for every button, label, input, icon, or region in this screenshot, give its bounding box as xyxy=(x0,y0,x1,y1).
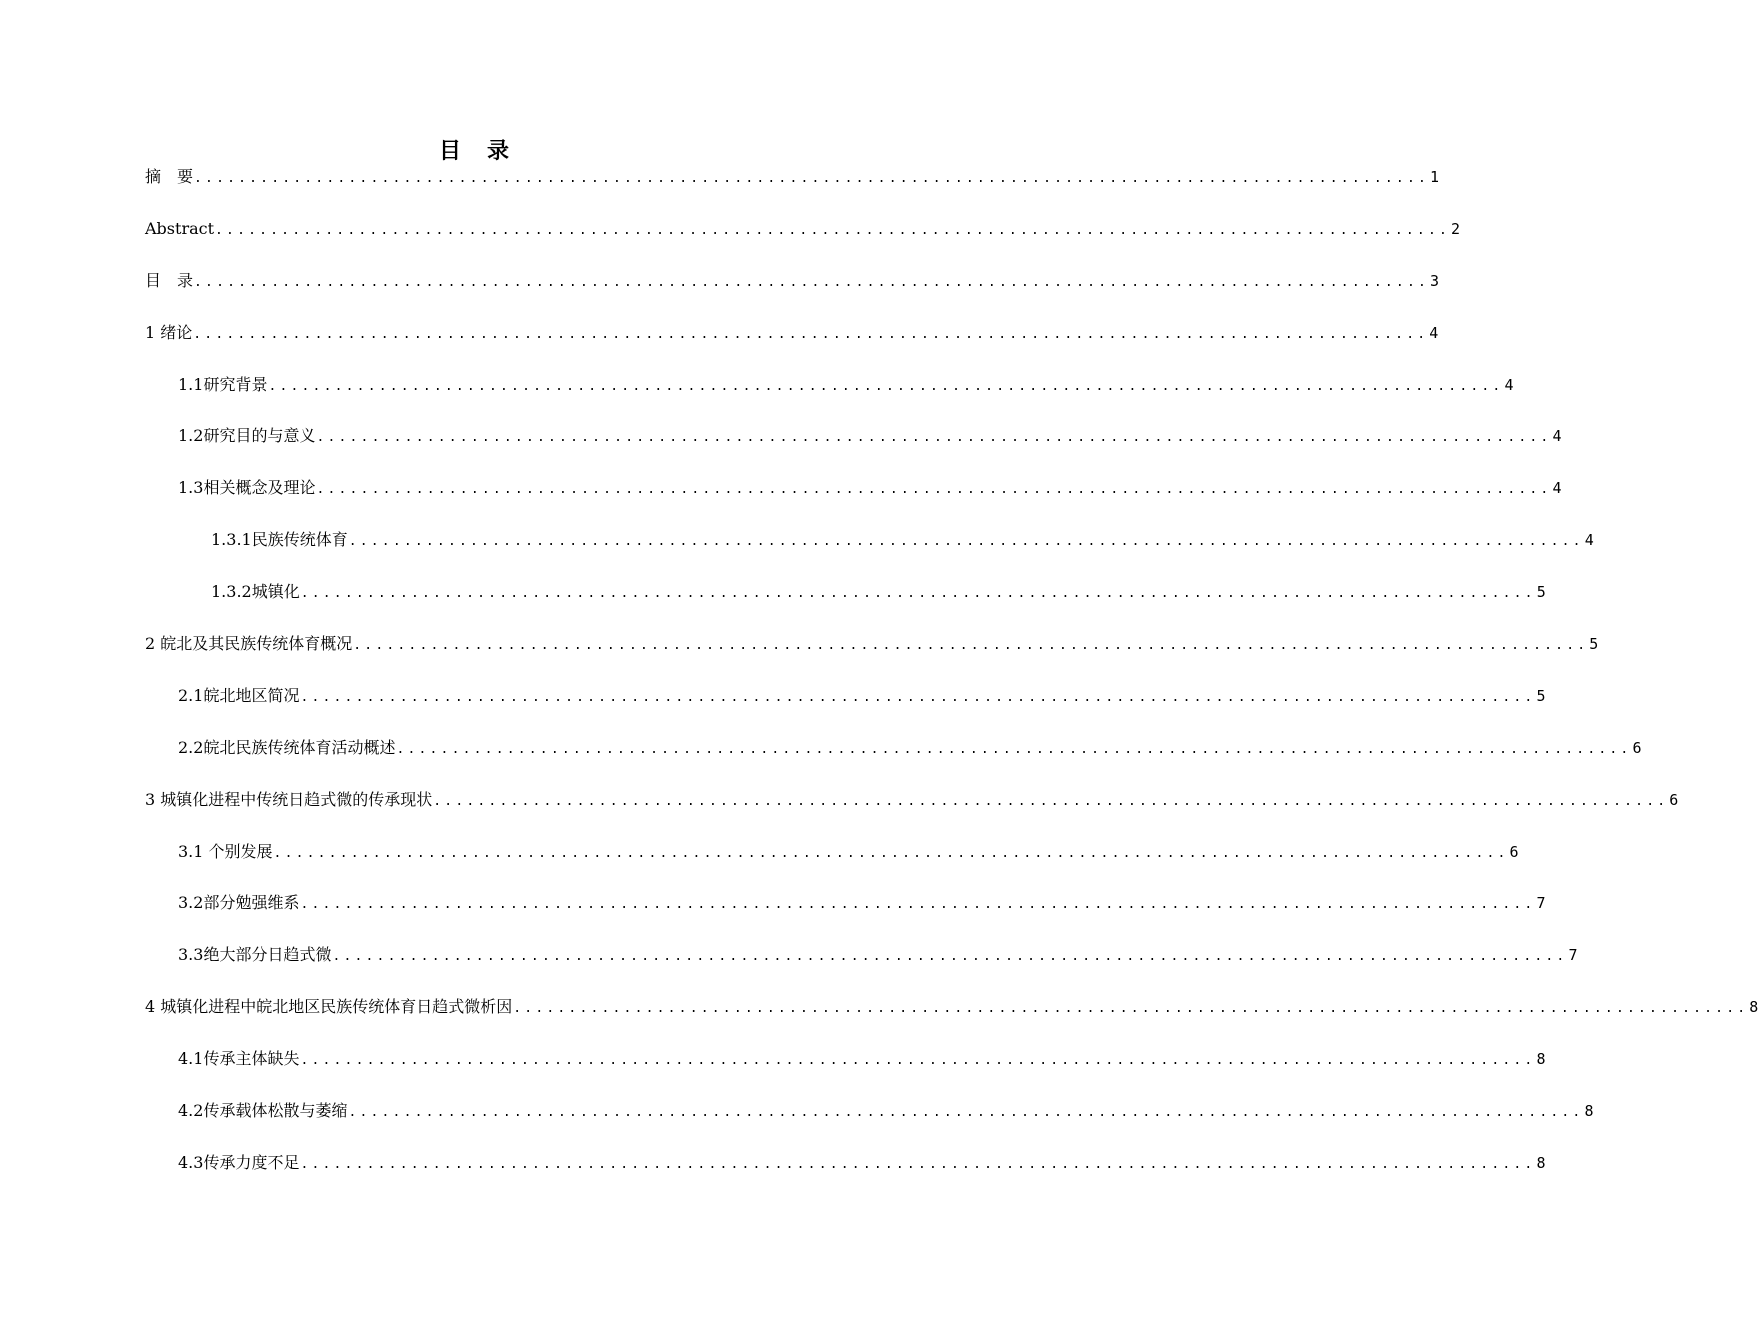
toc-entry-text: 4.2传承载体松散与萎缩 xyxy=(178,1101,348,1121)
toc-entry-text: 1 绪论 xyxy=(145,322,193,342)
toc-dot-leader: ................................................................................................................ xyxy=(348,534,1584,550)
toc-page-number: 8 xyxy=(1749,998,1758,1017)
toc-page-number: 6 xyxy=(1509,842,1519,861)
toc-entry-section-1-3-1[interactable] xyxy=(145,527,1594,579)
toc-entry-contents[interactable] xyxy=(145,268,1440,320)
toc-page-number: 8 xyxy=(1536,1050,1546,1069)
toc-page-number: 3 xyxy=(1430,271,1440,290)
toc-entry-text: 摘 要 xyxy=(145,167,194,186)
toc-page-number: 4 xyxy=(1504,375,1514,394)
toc-dot-leader: ................................................................................................................ xyxy=(300,897,1536,913)
toc-entry-text: 3.3绝大部分日趋式微 xyxy=(178,945,332,965)
toc-dot-leader: ................................................................................................................ xyxy=(194,274,1430,290)
toc-entry-section-4-1[interactable] xyxy=(145,1046,1546,1098)
toc-entry-text: 2.2皖北民族传统体育活动概述 xyxy=(178,737,396,757)
toc-entry-text: 4 城镇化进程中皖北地区民族传统体育日趋式微析因 xyxy=(145,997,513,1017)
toc-dot-leader: ................................................................................................................ xyxy=(316,482,1552,498)
toc-dot-leader: ................................................................................................................ xyxy=(513,1001,1749,1017)
toc-dot-leader: ................................................................................................................ xyxy=(348,1105,1584,1121)
toc-entry-text: 1.3相关概念及理论 xyxy=(178,478,316,498)
toc-entry-section-4-2[interactable] xyxy=(145,1098,1594,1150)
toc-entry-section-1-2[interactable] xyxy=(145,423,1562,475)
toc-entry-text: 1.3.1民族传统体育 xyxy=(211,530,348,550)
toc-entry-section-1-1[interactable] xyxy=(145,372,1514,424)
toc-page-number: 4 xyxy=(1429,323,1439,342)
toc-entry-text: 1.1研究背景 xyxy=(178,374,268,394)
toc-entry-chapter-4[interactable] xyxy=(145,994,1758,1046)
toc-entry-text: 3.2部分勉强维系 xyxy=(178,893,300,913)
toc-page-number: 2 xyxy=(1451,219,1461,238)
toc-entry-text: 3 城镇化进程中传统日趋式微的传承现状 xyxy=(145,789,433,809)
toc-entry-section-2-1[interactable] xyxy=(145,683,1546,735)
toc-entry-text: 4.3传承力度不足 xyxy=(178,1152,300,1172)
toc-page-number: 5 xyxy=(1536,583,1546,602)
toc-page-number: 4 xyxy=(1552,479,1562,498)
toc-dot-leader: ................................................................................................................ xyxy=(300,689,1536,705)
toc-dot-leader: ................................................................................................................ xyxy=(300,586,1536,602)
toc-list xyxy=(145,164,1758,1202)
toc-page-number: 7 xyxy=(1568,946,1578,965)
toc-page-number: 4 xyxy=(1552,427,1562,446)
toc-entry-chapter-2[interactable] xyxy=(145,631,1599,683)
toc-entry-section-2-2[interactable] xyxy=(145,735,1642,787)
toc-entry-text: 4.1传承主体缺失 xyxy=(178,1049,300,1069)
toc-entry-section-3-2[interactable] xyxy=(145,890,1546,942)
toc-dot-leader: ................................................................................................................ xyxy=(273,845,1509,861)
toc-dot-leader: ................................................................................................................ xyxy=(300,1156,1536,1172)
toc-page-number: 1 xyxy=(1430,168,1440,186)
toc-page-number: 6 xyxy=(1632,738,1642,757)
toc-dot-leader: ................................................................................................................ xyxy=(193,326,1429,342)
toc-dot-leader: ................................................................................................................ xyxy=(194,171,1430,186)
toc-entry-text: 1.3.2城镇化 xyxy=(211,582,300,602)
toc-entry-section-1-3-2[interactable] xyxy=(145,579,1546,631)
toc-title: 目 录 xyxy=(438,138,511,164)
toc-entry-section-1-3[interactable] xyxy=(145,475,1562,527)
toc-entry-text: 2 皖北及其民族传统体育概况 xyxy=(145,634,353,654)
toc-dot-leader: ................................................................................................................ xyxy=(316,430,1552,446)
toc-dot-leader: ................................................................................................................ xyxy=(268,378,1504,394)
toc-entry-abstract-en[interactable] xyxy=(145,216,1461,268)
toc-page-number: 8 xyxy=(1584,1102,1594,1121)
toc-entry-chapter-1[interactable] xyxy=(145,320,1439,372)
toc-page-number: 5 xyxy=(1536,686,1546,705)
toc-entry-text: 1.2研究目的与意义 xyxy=(178,426,316,446)
toc-page-number: 6 xyxy=(1669,790,1679,809)
toc-entry-text: Abstract xyxy=(145,218,215,238)
toc-entry-text: 目 录 xyxy=(145,270,194,290)
toc-dot-leader: ................................................................................................................ xyxy=(215,222,1451,238)
toc-page-number: 7 xyxy=(1536,894,1546,913)
toc-entry-abstract-cn[interactable] xyxy=(145,164,1440,216)
toc-entry-section-3-1[interactable] xyxy=(145,839,1519,891)
toc-entry-text: 3.1 个别发展 xyxy=(178,841,273,861)
toc-dot-leader: ................................................................................................................ xyxy=(300,1053,1536,1069)
toc-entry-chapter-3[interactable] xyxy=(145,787,1679,839)
toc-entry-section-3-3[interactable] xyxy=(145,942,1578,994)
toc-page-number: 5 xyxy=(1589,635,1599,654)
toc-dot-leader: ................................................................................................................ xyxy=(353,638,1589,654)
toc-entry-text: 2.1皖北地区简况 xyxy=(178,685,300,705)
toc-page-number: 8 xyxy=(1536,1153,1546,1172)
toc-page-number: 4 xyxy=(1584,531,1594,550)
toc-dot-leader: ................................................................................................................ xyxy=(332,949,1568,965)
toc-dot-leader: ................................................................................................................ xyxy=(433,793,1669,809)
toc-dot-leader: ................................................................................................................ xyxy=(396,741,1632,757)
toc-entry-section-4-3[interactable] xyxy=(145,1150,1546,1202)
